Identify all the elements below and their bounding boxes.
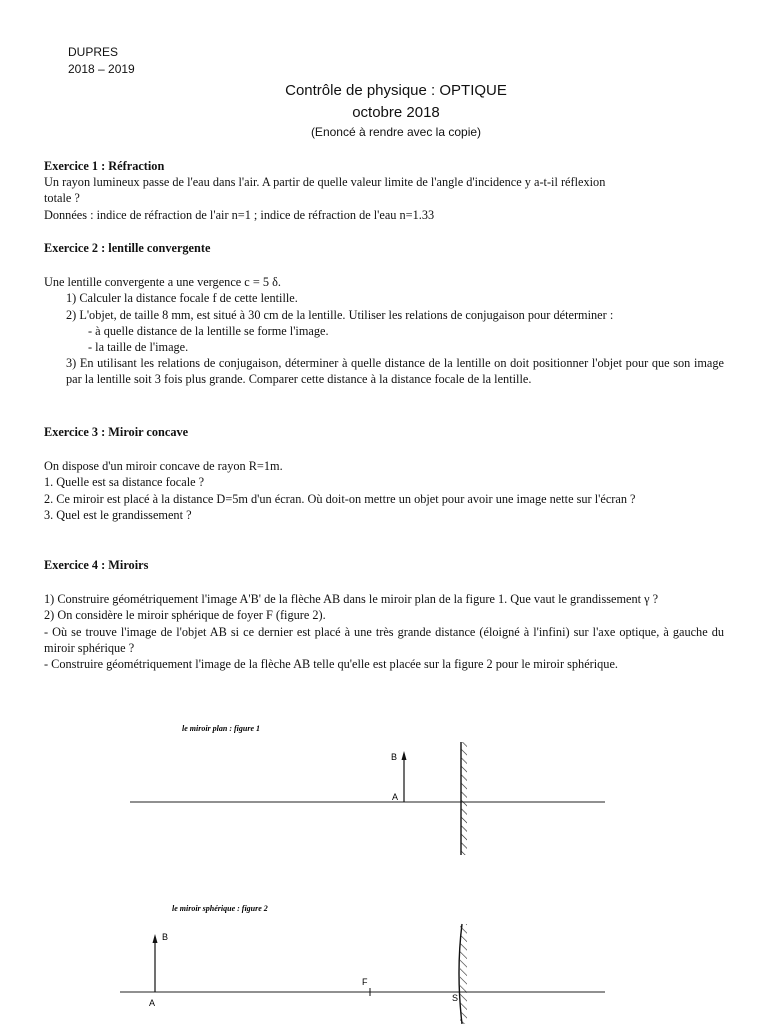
exam-date: octobre 2018: [352, 104, 440, 121]
page-title: Contrôle de physique : OPTIQUE: [285, 82, 507, 99]
exam-note: (Enoncé à rendre avec la copie): [310, 125, 482, 139]
exercise-2-title: Exercice 2 : lentille convergente: [44, 241, 211, 255]
exercise-4-question-2b: - Construire géométriquement l'image de la flèche AB telle qu'elle est placée sur la figure 2 pour le miroir sphérique.: [44, 657, 618, 672]
figure-2: [120, 904, 605, 1024]
school-year: 2018 – 2019: [68, 62, 135, 76]
figure-1-arrow-head: [402, 751, 407, 760]
figure-2-caption: le miroir sphérique : figure 2: [172, 904, 268, 913]
exercise-3-question-1: 1. Quelle est sa distance focale ?: [44, 475, 205, 490]
exercise-2-question-2: 2) L'objet, de taille 8 mm, est situé à 30 cm de la lentille. Utiliser les relations de conjugaison pour déterminer :: [66, 307, 614, 322]
exercise-2-question-1: 1) Calculer la distance focale f de cette lentille.: [66, 291, 298, 306]
figure-2-label-b: B: [162, 932, 169, 942]
exercise-4-title: Exercice 4 : Miroirs: [44, 558, 149, 572]
exercise-4-question-1: 1) Construire géométriquement l'image A'B' de la flèche AB dans le miroir plan de la figure 1. Que vaut le grandissement γ ?: [44, 592, 659, 607]
figure-1-mirror-hatching: [461, 742, 467, 855]
exercise-1-title: Exercice 1 : Réfraction: [44, 159, 165, 173]
exercise-2-question-2a: - à quelle distance de la lentille se forme l'image.: [88, 323, 329, 338]
exercise-3-title: Exercice 3 : Miroir concave: [44, 425, 189, 439]
figure-2-label-a: A: [149, 998, 156, 1008]
exercise-2-question-2b: - la taille de l'image.: [88, 340, 189, 355]
exercise-4-question-2: 2) On considère le miroir sphérique de foyer F (figure 2).: [44, 608, 326, 623]
exercise-1-line-1: Un rayon lumineux passe de l'eau dans l'air. A partir de quelle valeur limite de l'angle d'incidence y a-t-il réflexion: [44, 175, 606, 190]
figure-2-arrow-head: [153, 934, 158, 943]
exercise-1-line-2: totale ?: [44, 191, 80, 206]
figure-1-label-a: A: [392, 792, 399, 802]
author-name: DUPRES: [68, 45, 119, 59]
exercise-2-question-3: 3) En utilisant les relations de conjugaison, déterminer à quelle distance de la lentille on doit positionner l'objet pour que son image par la lentille soit 3 fois plus grande. Comparer cette distance à la distance focale de la lentille.: [66, 356, 724, 387]
exercise-4-question-2a: - Où se trouve l'image de l'objet AB si ce dernier est placé à une très grande distance (éloigné à l'infini) sur l'axe optique, à gauche du miroir sphérique ?: [44, 624, 724, 655]
figure-2-label-s: S: [452, 993, 459, 1003]
figure-2-mirror-hatching: [460, 924, 467, 1024]
figure-1-label-b: B: [391, 752, 398, 762]
exercise-2-intro: Une lentille convergente a une vergence c = 5 δ.: [44, 275, 281, 290]
exercise-3-question-3: 3. Quel est le grandissement ?: [44, 507, 192, 522]
figure-1-caption: le miroir plan : figure 1: [182, 724, 261, 733]
exercise-3-intro: On dispose d'un miroir concave de rayon R=1m.: [44, 459, 283, 474]
exercise-1-data: Données : indice de réfraction de l'air n=1 ; indice de réfraction de l'eau n=1.33: [44, 207, 435, 222]
exercise-3-question-2: 2. Ce miroir est placé à la distance D=5m d'un écran. Où doit-on mettre un objet pour avoir une image nette sur l'écran ?: [44, 491, 636, 506]
figure-2-label-f: F: [362, 977, 368, 987]
figure-1: [130, 724, 605, 855]
